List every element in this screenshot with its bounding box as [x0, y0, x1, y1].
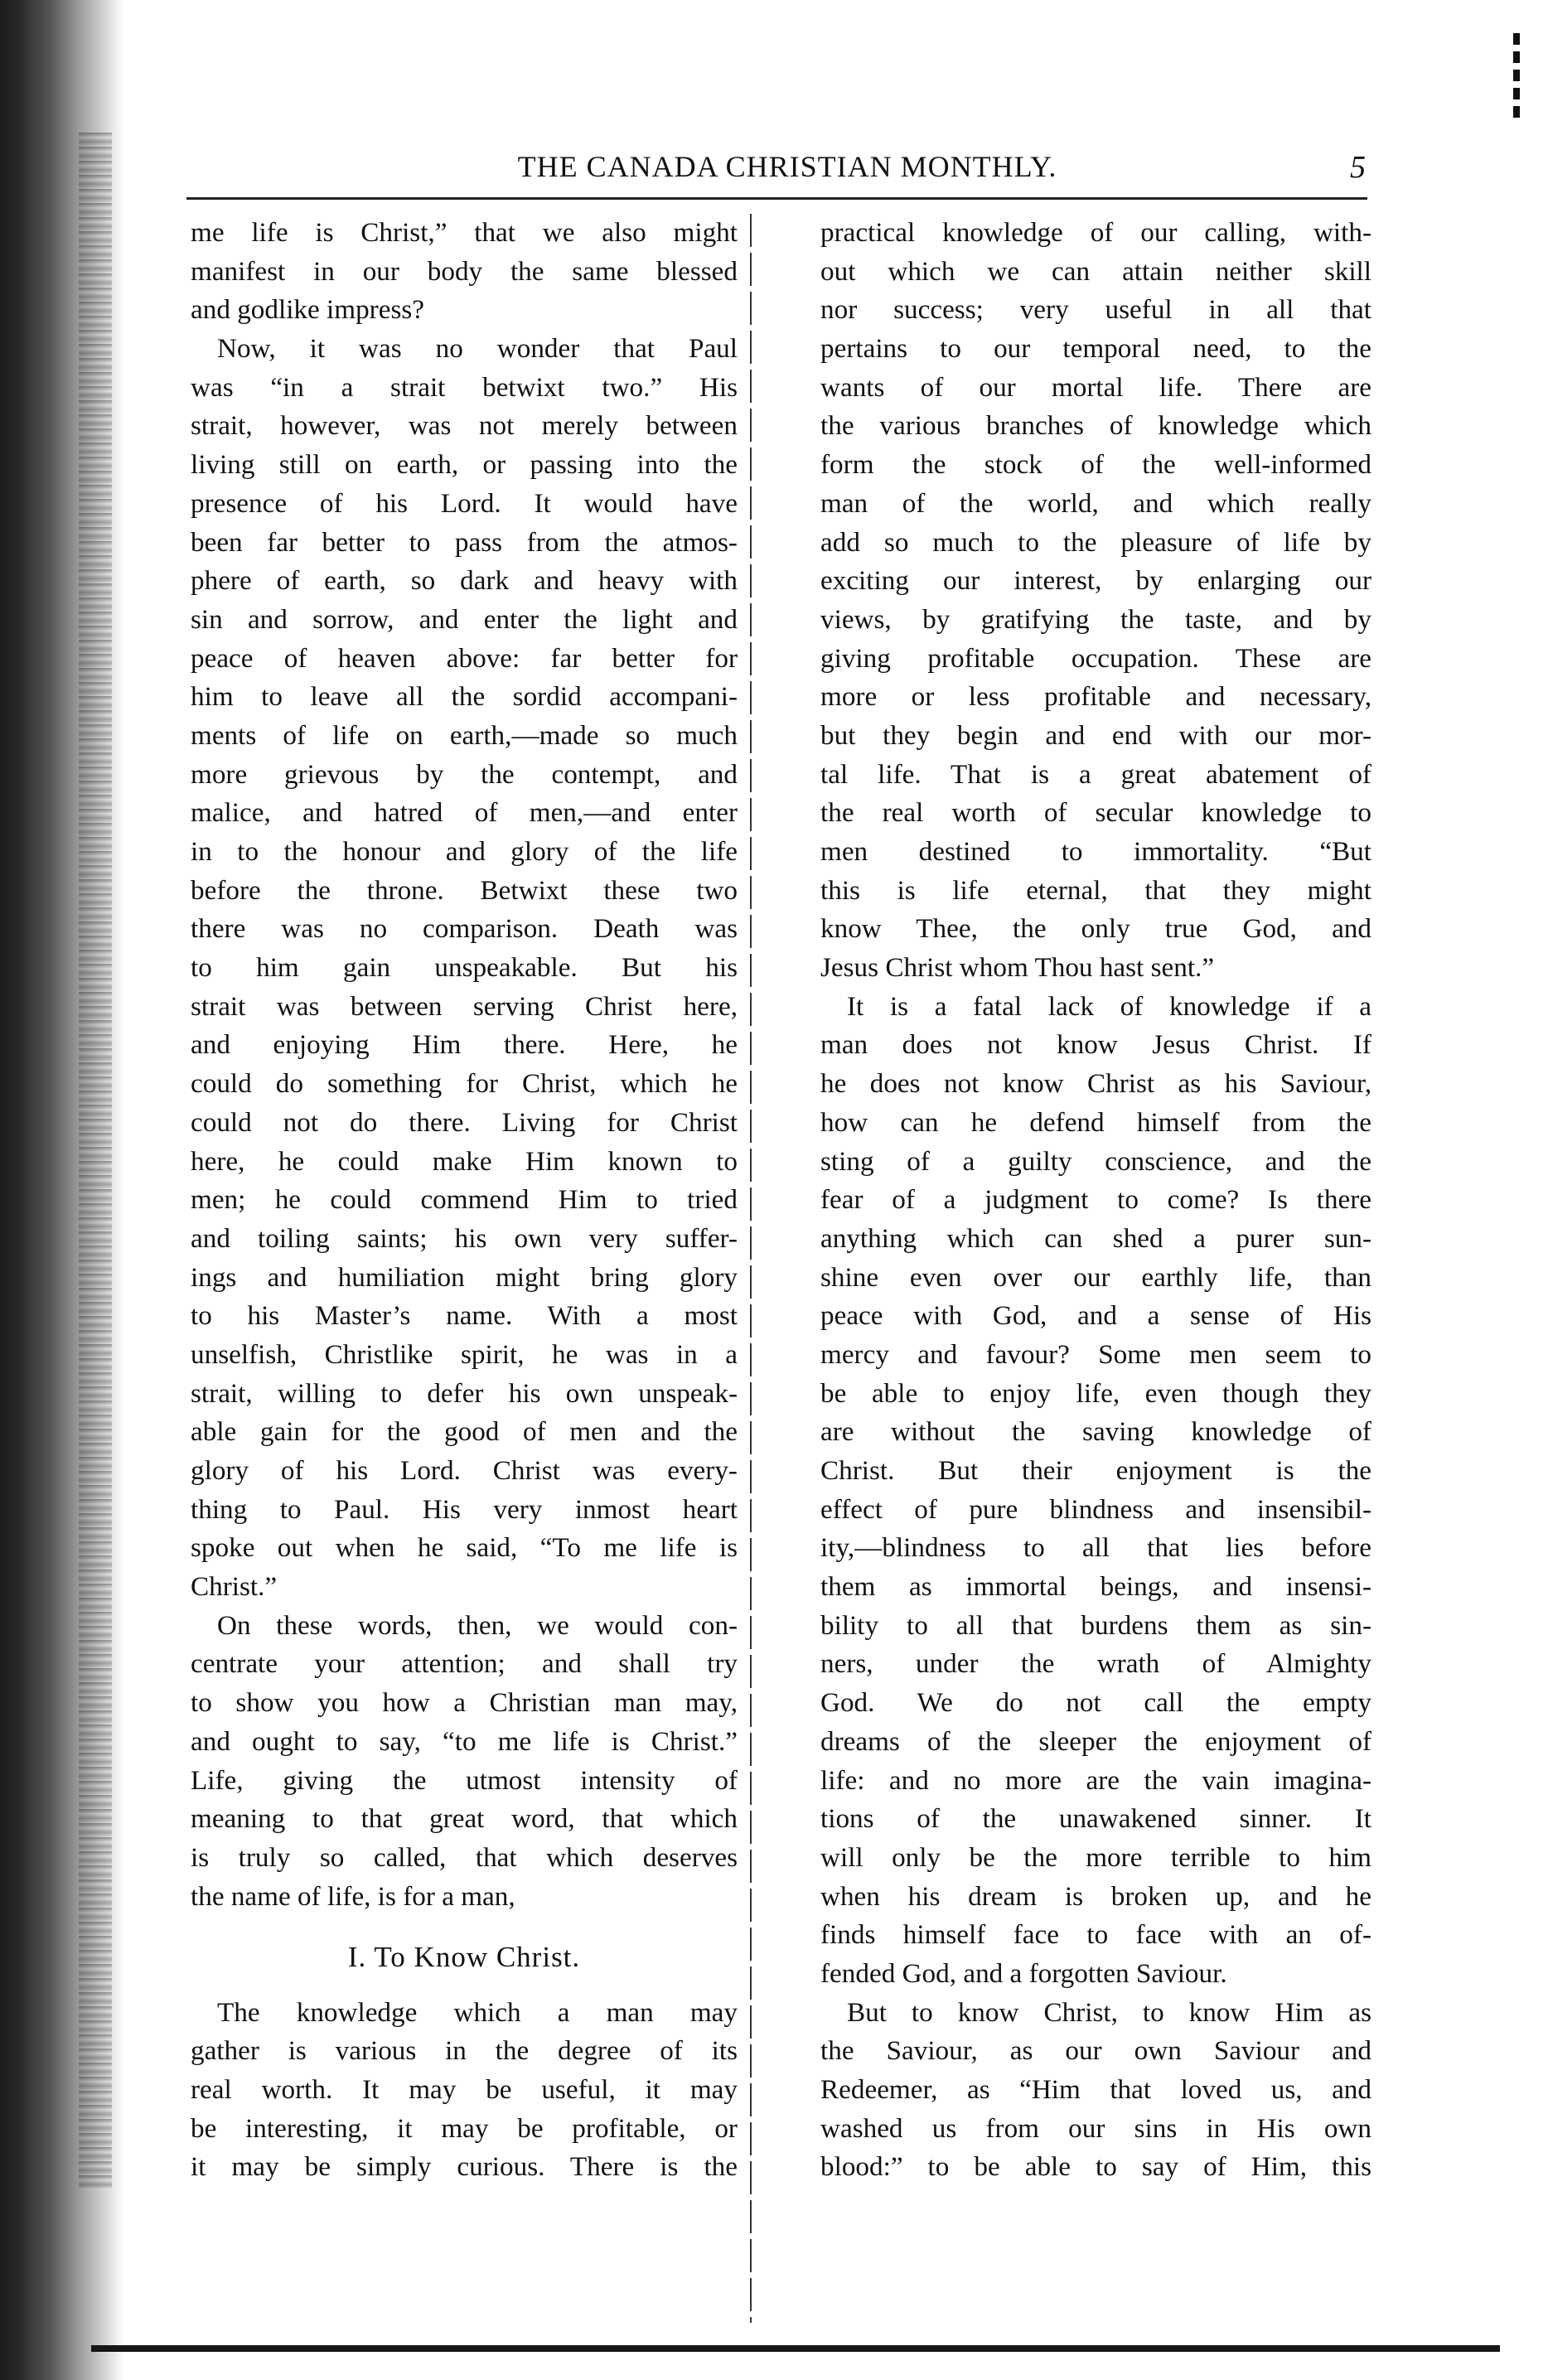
text-line: strait was between serving Christ here,	[191, 990, 738, 1022]
text-line: strait, however, was not merely between	[191, 410, 738, 442]
text-line: meaning to that great word, that which	[191, 1803, 738, 1835]
text-line: there was no comparison. Death was	[191, 913, 738, 945]
text-line: Life, giving the utmost intensity of	[191, 1764, 738, 1796]
text-line: in to the honour and glory of the life	[191, 836, 738, 867]
text-line: and ought to say, “to me life is Christ.”	[191, 1725, 738, 1757]
text-line: The knowledge which a man may	[217, 1996, 738, 2028]
text-line: fended God, and a forgotten Saviour.	[820, 1957, 1227, 1989]
text-line: centrate your attention; and shall try	[191, 1648, 738, 1680]
section-heading: I. To Know Christ.	[347, 1941, 581, 1974]
text-line: peace with God, and a sense of His	[820, 1300, 1371, 1332]
column-divider	[750, 214, 752, 2323]
text-line: nor success; very useful in all that	[820, 294, 1371, 326]
text-line: will only be the more terrible to him	[820, 1841, 1371, 1873]
text-line: pertains to our temporal need, to the	[820, 333, 1371, 365]
text-line: gather is various in the degree of its	[191, 2035, 738, 2067]
scan-edge-mark	[1513, 33, 1520, 124]
text-line: On these words, then, we would con-	[217, 1609, 738, 1641]
text-line: practical knowledge of our calling, with-	[820, 217, 1371, 248]
text-line: the real worth of secular knowledge to	[820, 797, 1371, 829]
text-line: shine even over our earthly life, than	[820, 1261, 1371, 1293]
text-line: and enjoying Him there. Here, he	[191, 1029, 738, 1061]
text-line: man does not know Jesus Christ. If	[820, 1029, 1371, 1061]
text-line: anything which can shed a purer sun-	[820, 1222, 1371, 1254]
right-column	[820, 214, 1371, 2319]
text-line: could not do there. Living for Christ	[191, 1106, 738, 1138]
bottom-rule	[91, 2345, 1500, 2352]
text-line: was “in a strait betwixt two.” His	[191, 371, 738, 403]
text-line: phere of earth, so dark and heavy with	[191, 565, 738, 597]
text-line: bility to all that burdens them as sin-	[820, 1609, 1371, 1641]
running-head	[189, 149, 1366, 196]
text-line: form the stock of the well-informed	[820, 449, 1371, 481]
text-line: men; he could commend Him to tried	[191, 1184, 738, 1216]
text-line: Redeemer, as “Him that loved us, and	[820, 2074, 1371, 2105]
text-line: manifest in our body the same blessed	[191, 255, 738, 287]
text-line: and godlike impress?	[191, 294, 425, 326]
text-line: sting of a guilty conscience, and the	[820, 1145, 1371, 1177]
text-line: strait, willing to defer his own unspeak-	[191, 1377, 738, 1409]
text-line: me life is Christ,” that we also might	[191, 217, 738, 248]
text-line: spoke out when he said, “To me life is	[191, 1532, 738, 1564]
text-line: how can he defend himself from the	[820, 1106, 1371, 1138]
text-line: them as immortal beings, and insensi-	[820, 1571, 1371, 1603]
text-line: been far better to pass from the atmos-	[191, 526, 738, 558]
page-number: 5	[1350, 150, 1366, 185]
text-line: the name of life, is for a man,	[191, 1880, 515, 1912]
text-line: malice, and hatred of men,—and enter	[191, 797, 738, 829]
text-line: tal life. That is a great abatement of	[820, 758, 1371, 790]
text-line: ings and humiliation might bring glory	[191, 1261, 738, 1293]
text-line: to his Master’s name. With a most	[191, 1300, 738, 1332]
text-line: effect of pure blindness and insensibil-	[820, 1493, 1371, 1525]
text-line: when his dream is broken up, and he	[820, 1880, 1371, 1912]
text-line: are without the saving knowledge of	[820, 1416, 1371, 1448]
text-line: more grievous by the contempt, and	[191, 758, 738, 790]
text-line: finds himself face to face with an of-	[820, 1919, 1371, 1951]
text-line: to show you how a Christian man may,	[191, 1687, 738, 1719]
text-line: be interesting, it may be profitable, or	[191, 2112, 738, 2144]
text-line: more or less profitable and necessary,	[820, 681, 1371, 713]
text-line: know Thee, the only true God, and	[820, 913, 1371, 945]
text-line: fear of a judgment to come? Is there	[820, 1184, 1371, 1216]
text-line: Christ.”	[191, 1571, 278, 1603]
text-line: ments of life on earth,—made so much	[191, 719, 738, 751]
text-line: thing to Paul. His very inmost heart	[191, 1493, 738, 1525]
text-line: and toiling saints; his own very suffer-	[191, 1222, 738, 1254]
text-line: ity,—blindness to all that lies before	[820, 1532, 1371, 1564]
text-line: here, he could make Him known to	[191, 1145, 738, 1177]
text-line: presence of his Lord. It would have	[191, 487, 738, 519]
text-line: exciting our interest, by enlarging our	[820, 565, 1371, 597]
text-line: glory of his Lord. Christ was every-	[191, 1455, 738, 1486]
text-line: mercy and favour? Some men seem to	[820, 1338, 1371, 1370]
text-line: add so much to the pleasure of life by	[820, 526, 1371, 558]
text-line: giving profitable occupation. These are	[820, 642, 1371, 674]
text-line: It is a fatal lack of knowledge if a	[847, 990, 1371, 1022]
text-line: him to leave all the sordid accompani-	[191, 681, 738, 713]
header-rule	[186, 197, 1367, 200]
text-line: out which we can attain neither skill	[820, 255, 1371, 287]
journal-title: THE CANADA CHRISTIAN MONTHLY.	[517, 150, 1057, 183]
binding-speckle	[79, 133, 112, 2188]
text-line: sin and sorrow, and enter the light and	[191, 603, 738, 635]
text-line: it may be simply curious. There is the	[191, 2151, 738, 2183]
text-line: ners, under the wrath of Almighty	[820, 1648, 1371, 1680]
text-line: peace of heaven above: far better for	[191, 642, 738, 674]
text-line: But to know Christ, to know Him as	[847, 1996, 1371, 2028]
text-line: washed us from our sins in His own	[820, 2112, 1371, 2144]
text-line: Jesus Christ whom Thou hast sent.”	[820, 952, 1215, 984]
text-line: men destined to immortality. “But	[820, 836, 1371, 867]
text-line: but they begin and end with our mor-	[820, 719, 1371, 751]
text-line: Now, it was no wonder that Paul	[217, 333, 738, 365]
text-line: could do something for Christ, which he	[191, 1068, 738, 1100]
text-line: unselfish, Christlike spirit, he was in a	[191, 1338, 738, 1370]
text-line: before the throne. Betwixt these two	[191, 874, 738, 906]
text-line: he does not know Christ as his Saviour,	[820, 1068, 1371, 1100]
text-line: views, by gratifying the taste, and by	[820, 603, 1371, 635]
text-line: God. We do not call the empty	[820, 1687, 1371, 1719]
text-line: real worth. It may be useful, it may	[191, 2074, 738, 2106]
text-line: able gain for the good of men and the	[191, 1416, 738, 1448]
left-column	[191, 214, 738, 2319]
text-line: this is life eternal, that they might	[820, 874, 1371, 906]
text-line: life: and no more are the vain imagina-	[820, 1764, 1371, 1796]
text-line: man of the world, and which really	[820, 487, 1371, 519]
text-line: Christ. But their enjoyment is the	[820, 1455, 1371, 1486]
text-line: blood:” to be able to say of Him, this	[820, 2151, 1371, 2183]
text-line: wants of our mortal life. There are	[820, 371, 1371, 403]
text-line: tions of the unawakened sinner. It	[820, 1803, 1371, 1835]
text-line: is truly so called, that which deserves	[191, 1841, 738, 1873]
text-line: the Saviour, as our own Saviour and	[820, 2035, 1371, 2067]
text-line: to him gain unspeakable. But his	[191, 952, 738, 984]
text-line: the various branches of knowledge which	[820, 410, 1371, 442]
text-line: living still on earth, or passing into the	[191, 449, 738, 481]
text-line: dreams of the sleeper the enjoyment of	[820, 1725, 1371, 1757]
text-line: be able to enjoy life, even though they	[820, 1377, 1371, 1409]
